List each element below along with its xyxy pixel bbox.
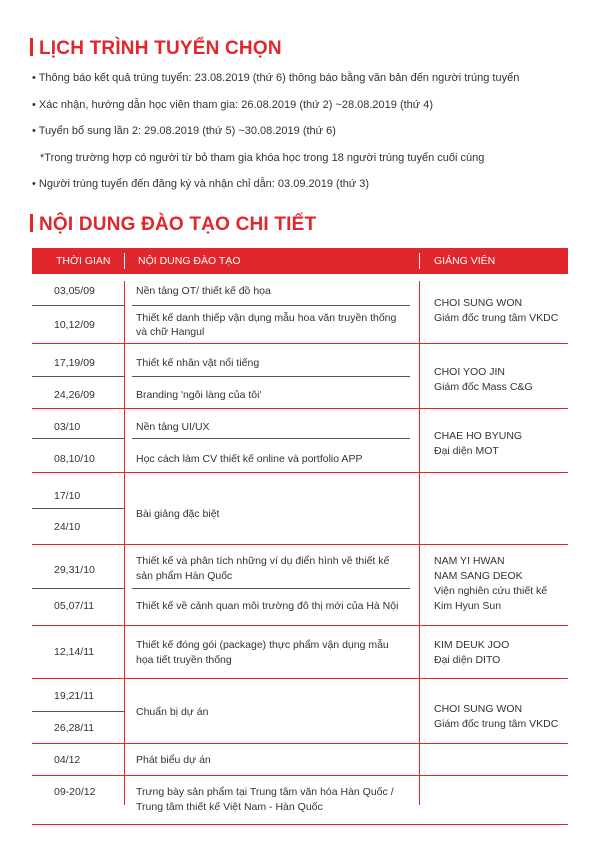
row-content: Thiết kế về cảnh quan môi trường đô thị mới của Hà Nội bbox=[136, 600, 399, 612]
row-divider bbox=[132, 376, 410, 377]
row-content: Thiết kế và phân tích những ví dụ điển hình về thiết kế bbox=[136, 555, 390, 567]
row-divider bbox=[32, 305, 124, 306]
title-bar-icon bbox=[30, 38, 33, 56]
header-lecturer: GIẢNG VIÊN bbox=[434, 255, 496, 267]
row-content: Nền tảng UI/UX bbox=[136, 421, 210, 433]
row-divider bbox=[132, 305, 410, 306]
row-date: 08,10/10 bbox=[54, 453, 95, 465]
list-item: • Thông báo kết quả trúng tuyển: 23.08.2019 (thứ 6) thông báo bằng văn bản đến người trúng tuyển bbox=[32, 72, 520, 84]
header-content: NỘI DUNG ĐÀO TẠO bbox=[138, 255, 241, 267]
row-content: Chuẩn bị dự án bbox=[136, 706, 209, 718]
row-date: 24,26/09 bbox=[54, 389, 95, 401]
title-bar-icon bbox=[30, 214, 33, 232]
row-content: Học cách làm CV thiết kế online và portfolio APP bbox=[136, 453, 363, 465]
row-date: 17/10 bbox=[54, 490, 81, 502]
row-content: Phát biểu dự án bbox=[136, 754, 211, 766]
row-date: 19,21/11 bbox=[54, 690, 95, 702]
lecturer-role: Đại diện DITO bbox=[434, 654, 501, 666]
row-date: 29,31/10 bbox=[54, 564, 95, 576]
table-header bbox=[32, 248, 568, 274]
header-time: THỜI GIAN bbox=[56, 255, 111, 267]
group-divider bbox=[32, 824, 568, 825]
list-item-note: *Trong trường hợp có người từ bỏ tham gia khóa học trong 18 người trúng tuyển cuối cùng bbox=[40, 152, 485, 164]
row-content: Thiết kế đóng gói (package) thực phẩm vận dụng mẫu bbox=[136, 639, 389, 651]
lecturer-name: KIM DEUK JOO bbox=[434, 639, 510, 651]
row-content: Trung tâm thiết kế Việt Nam - Hàn Quốc bbox=[136, 801, 323, 813]
row-divider bbox=[132, 438, 410, 439]
row-date: 10,12/09 bbox=[54, 319, 95, 331]
row-divider bbox=[32, 588, 124, 589]
row-date: 26,28/11 bbox=[54, 722, 95, 734]
row-divider bbox=[32, 711, 124, 712]
group-divider bbox=[32, 544, 568, 545]
group-divider bbox=[32, 678, 568, 679]
list-item: • Tuyển bổ sung lần 2: 29.08.2019 (thứ 5) ~30.08.2019 (thứ 6) bbox=[32, 125, 336, 137]
group-divider bbox=[32, 625, 568, 626]
row-content: Bài giảng đặc biệt bbox=[136, 508, 220, 520]
lecturer-name: NAM YI HWAN bbox=[434, 555, 505, 567]
column-divider bbox=[124, 281, 125, 805]
row-divider bbox=[32, 438, 124, 439]
row-content: họa tiết truyền thống bbox=[136, 654, 232, 666]
row-divider bbox=[32, 508, 124, 509]
section-title-text: NỘI DUNG ĐÀO TẠO CHI TIẾT bbox=[39, 214, 317, 235]
row-date: 04/12 bbox=[54, 754, 81, 766]
row-content: Thiết kế danh thiếp vận dụng mẫu hoa văn truyền thống bbox=[136, 312, 397, 324]
lecturer-role: Giám đốc trung tâm VKDC bbox=[434, 718, 559, 730]
row-date: 17,19/09 bbox=[54, 357, 95, 369]
lecturer-name: CHAE HO BYUNG bbox=[434, 430, 523, 442]
row-date: 09-20/12 bbox=[54, 786, 96, 798]
group-divider bbox=[32, 343, 568, 344]
lecturer-role: Giám đốc Mass C&G bbox=[434, 381, 533, 393]
row-divider bbox=[132, 588, 410, 589]
row-content: sản phẩm Hàn Quốc bbox=[136, 570, 233, 582]
section-title-schedule bbox=[30, 38, 282, 60]
group-divider bbox=[32, 408, 568, 409]
list-item: • Xác nhận, hướng dẫn học viên tham gia: 26.08.2019 (thứ 2) ~28.08.2019 (thứ 4) bbox=[32, 99, 434, 111]
row-date: 05,07/11 bbox=[54, 600, 95, 612]
row-date: 12,14/11 bbox=[54, 646, 95, 658]
list-item: • Người trúng tuyển đến đăng ký và nhận chỉ dẫn: 03.09.2019 (thứ 3) bbox=[32, 178, 370, 190]
lecturer-name: CHOI SUNG WON bbox=[434, 297, 523, 309]
row-content: và chữ Hangul bbox=[136, 326, 205, 338]
section-title-training bbox=[30, 214, 316, 236]
lecturer-name: CHOI SUNG WON bbox=[434, 703, 523, 715]
lecturer-role: Đại diện MOT bbox=[434, 445, 499, 457]
row-divider bbox=[32, 376, 124, 377]
group-divider bbox=[32, 743, 568, 744]
group-divider bbox=[32, 472, 568, 473]
header-divider bbox=[419, 253, 420, 269]
lecturer-name: Kim Hyun Sun bbox=[434, 600, 502, 612]
row-content: Trưng bày sản phẩm tại Trung tâm văn hóa Hàn Quốc / bbox=[136, 786, 394, 798]
row-date: 03/10 bbox=[54, 421, 81, 433]
training-table bbox=[32, 248, 568, 828]
column-divider bbox=[419, 281, 420, 805]
section-title-text: LỊCH TRÌNH TUYỂN CHỌN bbox=[39, 38, 282, 59]
lecturer-name: NAM SANG DEOK bbox=[434, 570, 523, 582]
row-content: Nền tảng OT/ thiết kế đồ họa bbox=[136, 285, 271, 297]
row-content: Branding 'ngôi làng của tôi' bbox=[136, 389, 262, 401]
lecturer-role: Viện nghiên cứu thiết kế bbox=[434, 585, 548, 597]
group-divider bbox=[32, 775, 568, 776]
row-date: 03,05/09 bbox=[54, 285, 95, 297]
lecturer-name: CHOI YOO JIN bbox=[434, 366, 505, 378]
row-content: Thiết kế nhân vật nổi tiếng bbox=[136, 357, 260, 369]
header-divider bbox=[124, 253, 125, 269]
row-date: 24/10 bbox=[54, 521, 81, 533]
lecturer-role: Giám đốc trung tâm VKDC bbox=[434, 312, 559, 324]
